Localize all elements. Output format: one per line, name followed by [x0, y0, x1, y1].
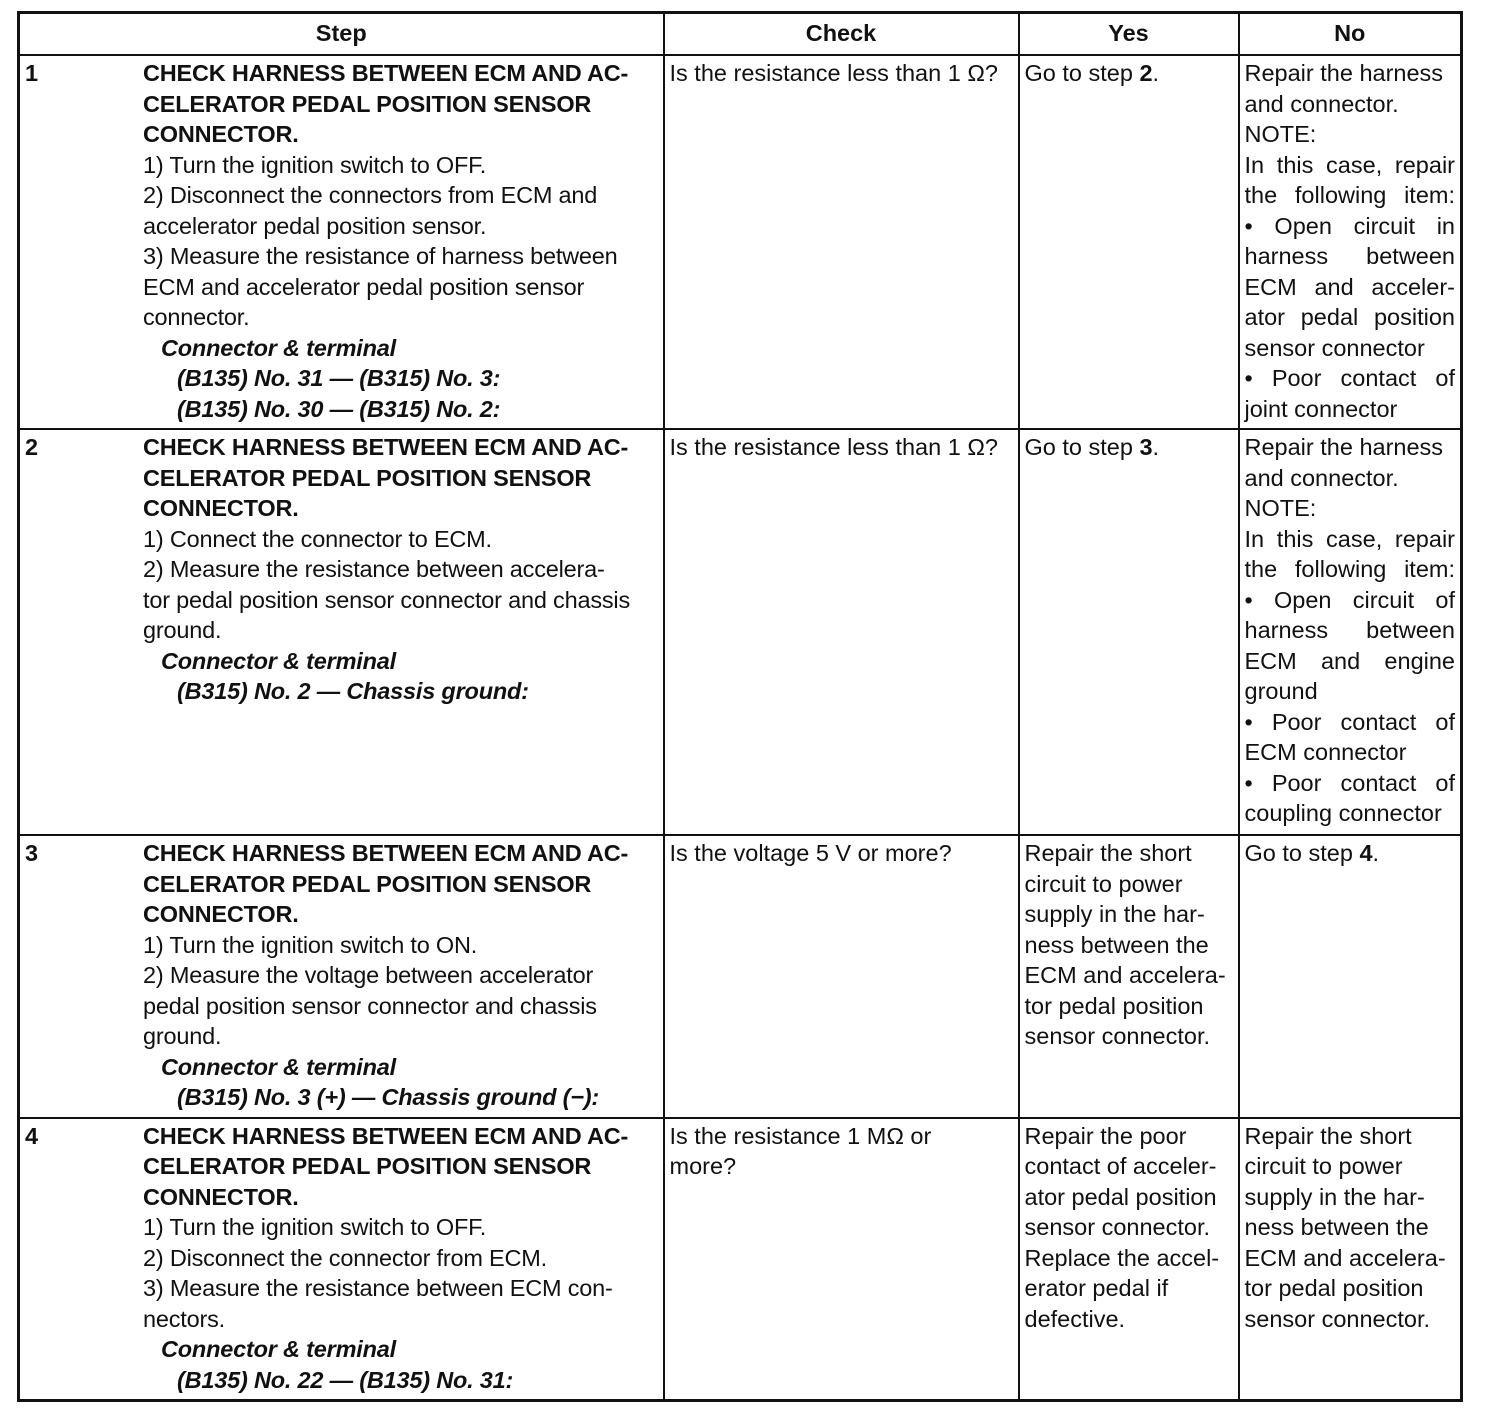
- step-title-line: CELERATOR PEDAL POSITION SENSOR: [143, 464, 592, 491]
- note-line: ECM connector: [1244, 739, 1407, 765]
- note-line: ground: [1244, 678, 1318, 704]
- yes-cell: [1019, 835, 1239, 1118]
- yes-text-line: sensor connector.: [1024, 1023, 1210, 1049]
- connector-terminal-spec: (B315) No. 3 (+) — Chassis ground (−):: [177, 1084, 599, 1110]
- yes-prefix: Go to step: [1024, 434, 1140, 460]
- note-line: • Open circuit of: [1244, 586, 1455, 613]
- instruction-line: accelerator pedal position sensor.: [143, 212, 487, 239]
- connector-terminal-spec: (B315) No. 2 — Chassis ground:: [177, 678, 529, 704]
- connector-terminal-label: Connector & terminal: [161, 1336, 396, 1362]
- note-line: • Poor contact of: [1244, 708, 1455, 735]
- yes-text-line: sensor connector.: [1024, 1214, 1210, 1240]
- step-title-line: CHECK HARNESS BETWEEN ECM AND AC-: [143, 434, 629, 460]
- step-number: 1: [25, 60, 39, 86]
- yes-text-line: tor pedal position: [1024, 992, 1204, 1019]
- connector-terminal-label: Connector & terminal: [161, 647, 396, 674]
- note-line: the following item:: [1244, 556, 1455, 582]
- instruction-line: pedal position sensor connector and chassis: [143, 992, 597, 1019]
- check-text: Is the voltage 5 V or more?: [669, 840, 952, 866]
- step-cell: [19, 1118, 664, 1401]
- instruction-line: 1) Turn the ignition switch to ON.: [143, 931, 478, 958]
- connector-terminal-spec: (B135) No. 22 — (B135) No. 31:: [177, 1366, 514, 1393]
- no-text-line: Repair the harness: [1244, 434, 1444, 460]
- note-line: In this case, repair: [1244, 151, 1455, 178]
- connector-terminal-label: Connector & terminal: [161, 334, 396, 361]
- no-text-line: ness between the: [1244, 1214, 1429, 1240]
- no-text-line: and connector.: [1244, 464, 1399, 491]
- instruction-line: 2) Measure the voltage between accelerator: [143, 962, 594, 988]
- no-text-line: Repair the harness: [1244, 60, 1444, 86]
- instruction-line: 1) Connect the connector to ECM.: [143, 525, 492, 552]
- step-title-line: CELERATOR PEDAL POSITION SENSOR: [143, 1153, 592, 1179]
- instruction-line: 1) Turn the ignition switch to OFF.: [143, 151, 487, 178]
- yes-text-line: Replace the accel-: [1024, 1244, 1220, 1271]
- check-text: Is the resistance less than 1 Ω?: [669, 434, 998, 460]
- no-prefix: Go to step: [1244, 840, 1360, 866]
- yes-prefix: Go to step: [1024, 60, 1140, 86]
- no-cell: [1239, 835, 1462, 1118]
- check-cell: [664, 429, 1019, 835]
- yes-step-ref: 3: [1139, 434, 1153, 460]
- table-row: [19, 55, 1462, 429]
- step-title-line: CHECK HARNESS BETWEEN ECM AND AC-: [143, 840, 629, 866]
- yes-suffix: .: [1152, 434, 1160, 460]
- connector-terminal-spec: (B135) No. 30 — (B315) No. 2:: [177, 395, 501, 422]
- no-text-line: sensor connector.: [1244, 1305, 1430, 1332]
- note-line: ECM and engine: [1244, 647, 1455, 674]
- header-yes: Yes: [1019, 13, 1239, 56]
- note-line: the following item:: [1244, 182, 1455, 208]
- yes-text-line: circuit to power: [1024, 870, 1183, 897]
- no-cell: [1239, 429, 1462, 835]
- note-label: NOTE:: [1244, 495, 1317, 521]
- table-row: [19, 1118, 1462, 1401]
- note-line: ECM and acceler-: [1244, 273, 1455, 300]
- instruction-line: 3) Measure the resistance of harness between: [143, 243, 618, 269]
- no-cell: [1239, 55, 1462, 429]
- yes-text-line: ness between the: [1024, 931, 1209, 958]
- step-number: 2: [25, 434, 39, 460]
- check-cell: [664, 55, 1019, 429]
- connector-terminal-spec: (B135) No. 31 — (B315) No. 3:: [177, 365, 501, 391]
- note-line: • Poor contact of: [1244, 365, 1455, 391]
- step-number: 4: [25, 1122, 39, 1149]
- step-title-line: CHECK HARNESS BETWEEN ECM AND AC-: [143, 60, 629, 86]
- check-text-line: Is the resistance 1 MΩ or: [669, 1122, 932, 1149]
- check-text: Is the resistance less than 1 Ω?: [669, 60, 998, 86]
- note-line: coupling connector: [1244, 800, 1442, 826]
- yes-text-line: erator pedal if: [1024, 1275, 1169, 1301]
- instruction-line: connector.: [143, 304, 250, 330]
- no-text-line: tor pedal position: [1244, 1275, 1424, 1301]
- step-title-line: CONNECTOR.: [143, 121, 299, 147]
- no-text-line: and connector.: [1244, 90, 1399, 117]
- instruction-line: 1) Turn the ignition switch to OFF.: [143, 1214, 487, 1240]
- instruction-line: ground.: [143, 1023, 222, 1049]
- no-cell: [1239, 1118, 1462, 1401]
- step-title-line: CHECK HARNESS BETWEEN ECM AND AC-: [143, 1122, 629, 1149]
- note-line: joint connector: [1244, 395, 1398, 422]
- note-line: harness between: [1244, 617, 1455, 643]
- yes-cell: [1019, 429, 1239, 835]
- yes-cell: [1019, 55, 1239, 429]
- note-line: In this case, repair: [1244, 525, 1455, 552]
- instruction-line: ECM and accelerator pedal position sensor: [143, 273, 585, 300]
- check-cell: [664, 1118, 1019, 1401]
- yes-text-line: Repair the short: [1024, 840, 1192, 866]
- header-no: No: [1239, 13, 1462, 56]
- instruction-line: nectors.: [143, 1305, 225, 1332]
- check-text-line: more?: [669, 1153, 737, 1179]
- instruction-line: 3) Measure the resistance between ECM con-: [143, 1275, 613, 1301]
- header-step: Step: [19, 13, 664, 56]
- diagnostic-table: [17, 11, 1463, 1402]
- connector-terminal-label: Connector & terminal: [161, 1053, 396, 1080]
- note-line: harness between: [1244, 243, 1455, 269]
- header-check: Check: [664, 13, 1019, 56]
- step-title-line: CELERATOR PEDAL POSITION SENSOR: [143, 870, 592, 897]
- step-title-line: CELERATOR PEDAL POSITION SENSOR: [143, 90, 592, 117]
- instruction-line: tor pedal position sensor connector and chassis: [143, 586, 631, 613]
- header-row: [19, 13, 1462, 56]
- step-cell: [19, 835, 664, 1118]
- yes-suffix: .: [1152, 60, 1160, 86]
- yes-text-line: defective.: [1024, 1305, 1126, 1332]
- note-line: • Poor contact of: [1244, 769, 1455, 796]
- table-row: [19, 835, 1462, 1118]
- step-title-line: CONNECTOR.: [143, 901, 299, 927]
- step-title-line: CONNECTOR.: [143, 1183, 299, 1210]
- instruction-line: 2) Measure the resistance between accelera-: [143, 556, 605, 582]
- step-cell: [19, 429, 664, 835]
- yes-step-ref: 2: [1139, 60, 1153, 86]
- no-step-ref: 4: [1359, 840, 1373, 866]
- no-text-line: circuit to power: [1244, 1153, 1403, 1179]
- table-row: [19, 429, 1462, 835]
- yes-cell: [1019, 1118, 1239, 1401]
- instruction-line: 2) Disconnect the connectors from ECM and: [143, 182, 598, 208]
- no-suffix: .: [1372, 840, 1380, 866]
- step-number: 3: [25, 840, 39, 866]
- no-text-line: ECM and accelera-: [1244, 1244, 1446, 1271]
- no-text-line: supply in the har-: [1244, 1183, 1425, 1210]
- check-cell: [664, 835, 1019, 1118]
- yes-text-line: ator pedal position: [1024, 1183, 1217, 1210]
- yes-text-line: Repair the poor: [1024, 1122, 1187, 1149]
- note-line: sensor connector: [1244, 334, 1425, 361]
- instruction-line: ground.: [143, 617, 222, 643]
- note-line: • Open circuit in: [1244, 212, 1455, 239]
- note-label: NOTE:: [1244, 121, 1317, 147]
- step-title-line: CONNECTOR.: [143, 495, 299, 521]
- no-text-line: Repair the short: [1244, 1122, 1412, 1149]
- note-line: ator pedal position: [1244, 304, 1455, 330]
- step-cell: [19, 55, 664, 429]
- yes-text-line: contact of acceler-: [1024, 1153, 1217, 1179]
- instruction-line: 2) Disconnect the connector from ECM.: [143, 1244, 548, 1271]
- yes-text-line: ECM and accelera-: [1024, 962, 1226, 988]
- yes-text-line: supply in the har-: [1024, 901, 1205, 927]
